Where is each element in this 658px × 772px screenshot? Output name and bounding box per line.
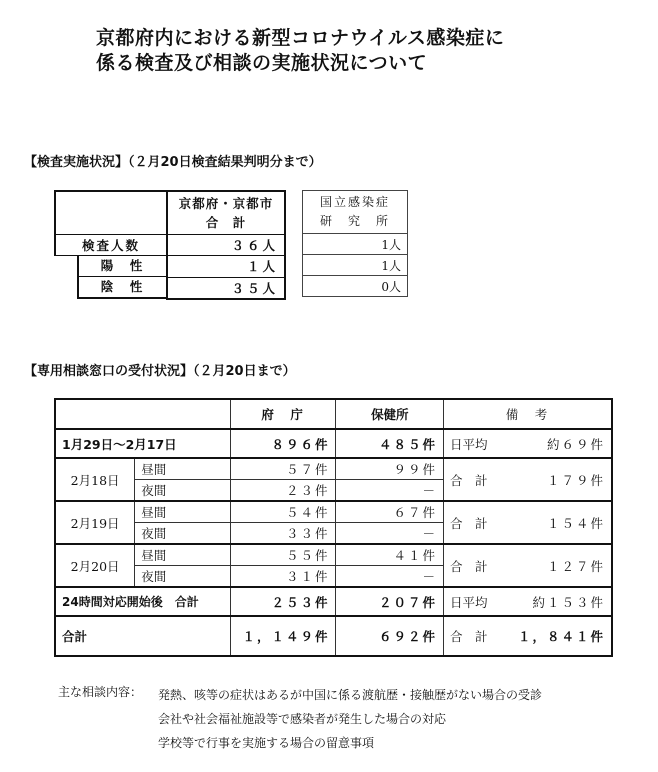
notes-list	[158, 683, 542, 755]
header-kyoto-total: 京都府・京都市 合 計	[167, 191, 285, 235]
night-hokenjo-1: －	[336, 523, 444, 545]
header-fucho: 府 庁	[230, 399, 336, 429]
day-label-2: 昼間	[135, 544, 231, 566]
day-date-0: 2月18日	[55, 458, 135, 501]
header-hokenjo: 保健所	[336, 399, 444, 429]
testing-row-negative	[55, 277, 285, 299]
consultation-header-row	[55, 399, 612, 429]
h24-fucho: ２５３件	[230, 587, 336, 616]
h24-label: 24時間対応開始後 合計	[55, 587, 230, 616]
header-biko: 備 考	[444, 399, 612, 429]
notes-label: 主な相談内容：	[58, 685, 143, 699]
section-heading-testing: 【検査実施状況】（２月20日検査結果判明分まで）	[24, 155, 322, 170]
value-tested-niid: 1人	[303, 234, 408, 255]
day-date-2: 2月20日	[55, 544, 135, 587]
note-item: 会社や社会福祉施設等で感染者が発生した場合の対応	[158, 712, 447, 726]
night-hokenjo-0: －	[336, 480, 444, 502]
testing-table-niid	[302, 190, 408, 297]
row-label-tested: 検査人数	[55, 235, 167, 256]
day-label-0: 昼間	[135, 458, 231, 480]
night-fucho-1: ３３件	[230, 523, 336, 545]
day-fucho-2: ５５件	[230, 544, 336, 566]
value-negative-kyoto: ３５人	[167, 277, 285, 299]
period-label: 1月29日～2月17日	[55, 429, 230, 458]
day-row-2-daytime	[55, 544, 612, 566]
night-label-1: 夜間	[135, 523, 231, 545]
value-tested-kyoto: ３６人	[167, 235, 285, 256]
period-note: 日平均 約６９件	[444, 429, 612, 458]
page-title	[96, 26, 504, 76]
consultation-table	[54, 398, 613, 657]
total-hokenjo: ６９２件	[336, 616, 444, 656]
day-label-1: 昼間	[135, 501, 231, 523]
night-hokenjo-2: －	[336, 566, 444, 588]
total-note: 合 計 １，８４１件	[444, 616, 612, 656]
day-hokenjo-2: ４１件	[336, 544, 444, 566]
night-label-0: 夜間	[135, 480, 231, 502]
h24-hokenjo: ２０７件	[336, 587, 444, 616]
total-row	[55, 616, 612, 656]
total-label: 合計	[55, 616, 230, 656]
row-label-positive: 陽 性	[77, 256, 166, 277]
period-fucho: ８９６件	[230, 429, 336, 458]
section-heading-consultation: 【専用相談窓口の受付状況】（２月20日まで）	[24, 364, 296, 379]
total-fucho: １，１４９件	[230, 616, 336, 656]
title-line-2: 係る検査及び相談の実施状況について	[96, 52, 428, 74]
value-positive-niid: 1人	[303, 255, 408, 276]
night-fucho-0: ２３件	[230, 480, 336, 502]
period-row	[55, 429, 612, 458]
night-fucho-2: ３１件	[230, 566, 336, 588]
testing-row-total	[55, 235, 285, 256]
testing-table-corner	[55, 191, 167, 235]
day-hokenjo-1: ６７件	[336, 501, 444, 523]
day-hokenjo-0: ９９件	[336, 458, 444, 480]
header-niid: 国立感染症 研 究 所	[303, 191, 408, 234]
testing-row-positive	[55, 256, 285, 278]
value-negative-niid: 0人	[303, 276, 408, 297]
row-label-negative: 陰 性	[77, 277, 166, 299]
night-label-2: 夜間	[135, 566, 231, 588]
day-fucho-1: ５４件	[230, 501, 336, 523]
day-fucho-0: ５７件	[230, 458, 336, 480]
day-note-1: 合 計 １５４件	[444, 501, 612, 544]
note-item: 発熱、咳等の症状はあるが中国に係る渡航歴・接触歴がない場合の受診	[158, 688, 543, 702]
day-date-1: 2月19日	[55, 501, 135, 544]
value-positive-kyoto: １人	[167, 256, 285, 278]
h24-row	[55, 587, 612, 616]
h24-note: 日平均 約１５３件	[444, 587, 612, 616]
day-note-0: 合 計 １７９件	[444, 458, 612, 501]
day-row-0-daytime	[55, 458, 612, 480]
header-blank	[55, 399, 230, 429]
day-row-1-daytime	[55, 501, 612, 523]
title-line-1: 京都府内における新型コロナウイルス感染症に	[96, 27, 505, 49]
period-hokenjo: ４８５件	[336, 429, 444, 458]
note-item: 学校等で行事を実施する場合の留意事項	[158, 736, 375, 750]
testing-table	[54, 190, 286, 300]
day-note-2: 合 計 １２７件	[444, 544, 612, 587]
